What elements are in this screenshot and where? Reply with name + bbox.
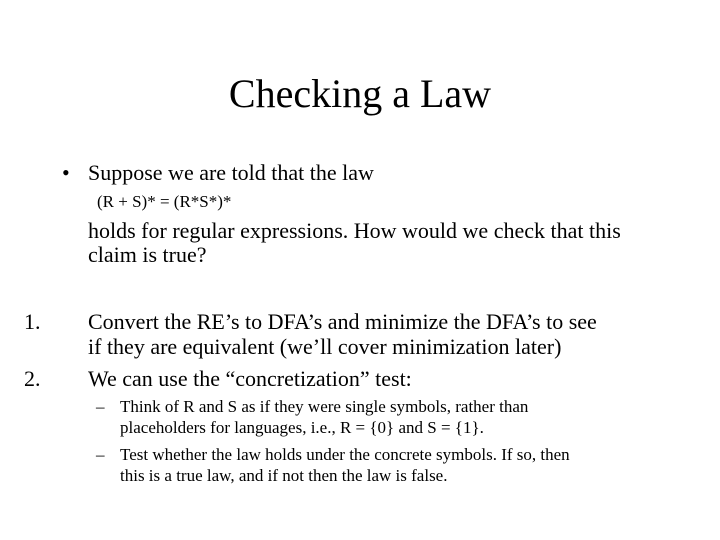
item-line: We can use the “concretization” test: bbox=[88, 366, 412, 391]
sub-item-line: placeholders for languages, i.e., R = {0} and S = {1}. bbox=[120, 418, 484, 437]
paragraph-line: claim is true? bbox=[88, 242, 207, 267]
item-number: 1. bbox=[24, 309, 41, 334]
bullet-text: Suppose we are told that the law bbox=[88, 160, 374, 185]
item-line: Convert the RE’s to DFA’s and minimize the DFA’s to see bbox=[88, 309, 597, 334]
bullet-marker: • bbox=[62, 160, 70, 185]
dash-marker: – bbox=[96, 397, 105, 416]
sub-item-line: this is a true law, and if not then the law is false. bbox=[120, 466, 448, 485]
dash-marker: – bbox=[96, 445, 105, 464]
item-line: if they are equivalent (we’ll cover minimization later) bbox=[88, 334, 562, 359]
slide-title: Checking a Law bbox=[228, 71, 492, 116]
law-expression: (R + S)* = (R*S*)* bbox=[97, 192, 232, 211]
item-number: 2. bbox=[24, 366, 41, 391]
bullet-continuation bbox=[88, 219, 698, 267]
sub-item-line: Think of R and S as if they were single symbols, rather than bbox=[120, 397, 529, 416]
paragraph-line: holds for regular expressions. How would we check that this bbox=[88, 218, 621, 243]
sub-item-line: Test whether the law holds under the concrete symbols. If so, then bbox=[120, 445, 570, 464]
